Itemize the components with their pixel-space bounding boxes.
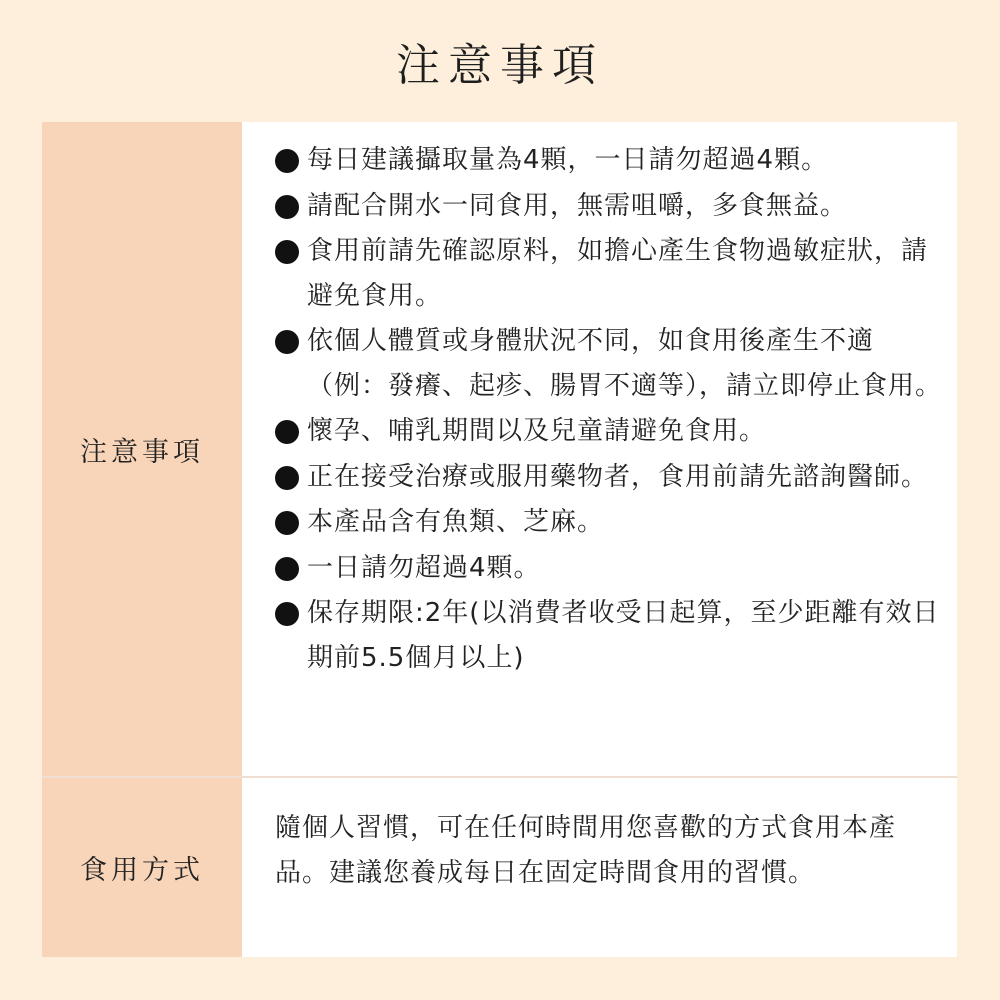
usage-text: 隨個人習慣，可在任何時間用您喜歡的方式食用本產品。建議您養成每日在固定時間食用的習慣。 (275, 813, 897, 888)
note-item (275, 409, 945, 454)
note-text: 每日建議攝取量為4顆，一日請勿超過4顆。 (307, 145, 829, 175)
notes-content-cell (242, 122, 957, 776)
note-item (275, 229, 945, 318)
note-text: 食用前請先確認原料，如擔心產生食物過敏症狀，請避免食用。 (307, 236, 929, 311)
note-item (275, 455, 945, 500)
usage-label-cell (42, 778, 242, 957)
note-text: 保存期限:2年(以消費者收受日起算，至少距離有效日期前5.5個月以上) (307, 598, 940, 673)
bullet-icon (275, 557, 299, 581)
note-item (275, 319, 945, 408)
note-text: 一日請勿超過4顆。 (307, 552, 541, 583)
bullet-icon (275, 602, 299, 626)
note-item (275, 500, 945, 545)
note-item (275, 546, 945, 591)
bullet-icon (275, 511, 299, 535)
note-text: 本產品含有魚類、芝麻。 (307, 507, 605, 537)
bullet-icon (275, 466, 299, 490)
bullet-icon (275, 420, 299, 444)
notes-row (42, 122, 957, 776)
usage-row (42, 778, 957, 957)
note-item (275, 184, 945, 229)
notes-label: 注意事項 (80, 436, 204, 468)
note-text: 懷孕、哺乳期間以及兒童請避免食用。 (307, 416, 767, 446)
note-text: 請配合開水一同食用，無需咀嚼，多食無益。 (307, 190, 848, 221)
note-item (275, 138, 945, 183)
usage-content-cell (242, 778, 957, 957)
usage-label: 食用方式 (80, 855, 204, 886)
bullet-icon (275, 330, 299, 354)
note-item (275, 591, 945, 680)
info-table (42, 122, 957, 957)
notes-label-cell (42, 122, 242, 776)
bullet-icon (275, 240, 299, 264)
notes-list (275, 138, 945, 681)
bullet-icon (275, 149, 299, 173)
note-text: 依個人體質或身體狀況不同，如食用後產生不適（例：發癢、起疹、腸胃不適等），請立即停止食用。 (307, 326, 943, 401)
bullet-icon (275, 195, 299, 219)
note-text: 正在接受治療或服用藥物者，食用前請先諮詢醫師。 (307, 461, 929, 492)
page-title: 注意事項 (396, 40, 604, 91)
